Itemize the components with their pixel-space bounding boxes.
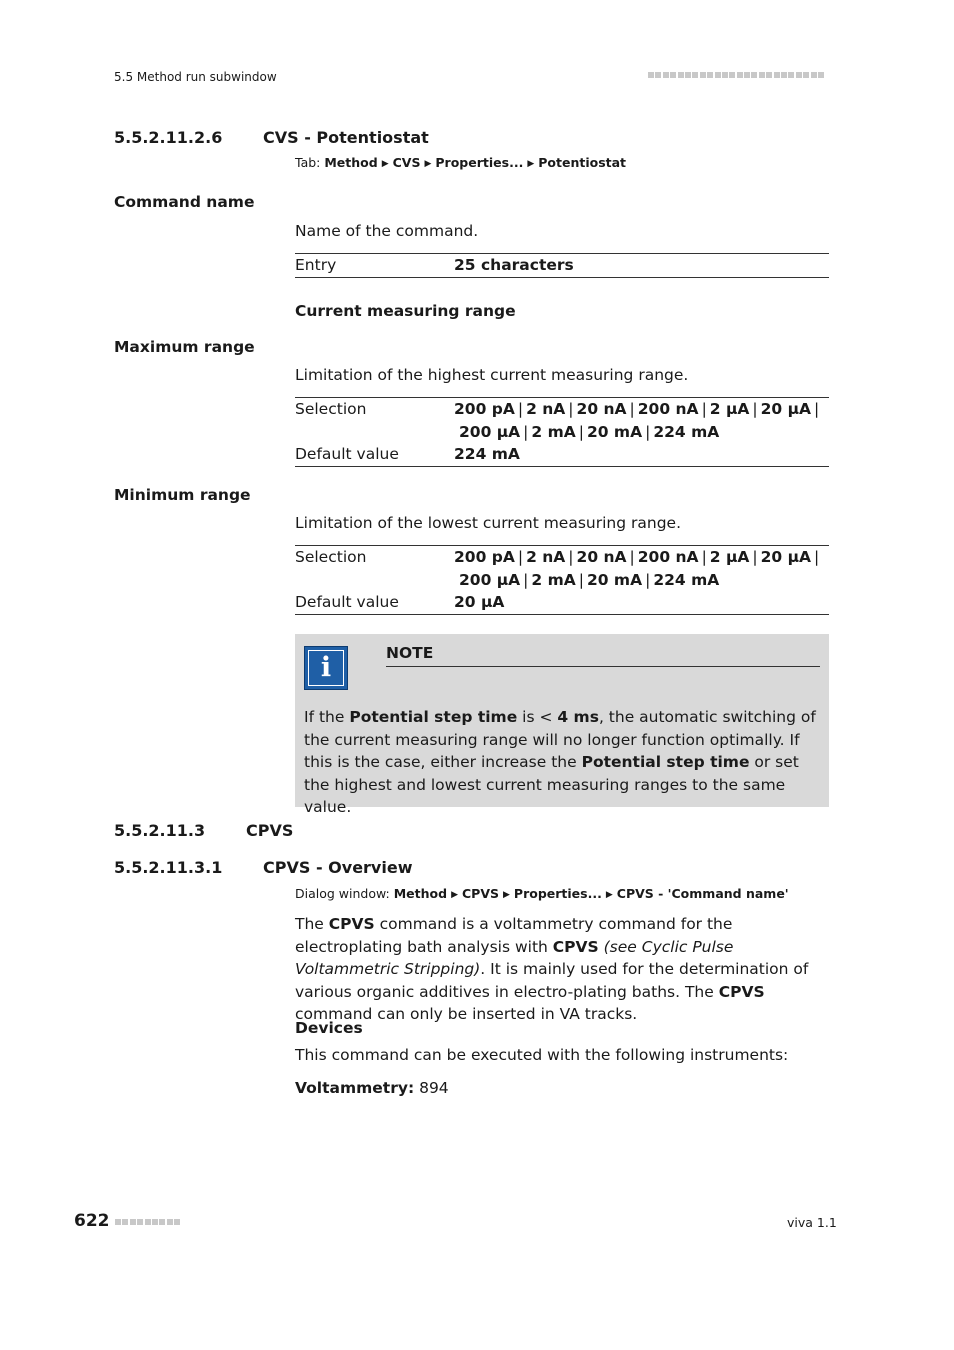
option: 224 mA [653,422,720,441]
note-box [295,634,829,816]
ui-term: Potential step time [349,708,518,726]
option: 200 nA [637,548,699,566]
path-item: Method [393,886,448,901]
option: 200 µA [459,422,521,441]
parameter-table-minimum-range [295,545,829,615]
triangle-right-icon: ▶ [424,159,432,169]
overview-paragraph: The CPVS command is a voltammetry command for the electroplating bath analysis with CPVS (see Cyclic Pulse Voltammetric Stripping). It is mainly used for the determination of various organic additives in electro-plating baths. The CPVS command can only be inserted in VA tracks. [295,915,809,1023]
decorative-square [796,72,802,78]
table-row [295,398,829,443]
tab-path [295,155,626,170]
table-row [295,254,829,277]
option: 200 nA [637,400,699,418]
path-prefix: Tab: [295,155,321,170]
option: 2 nA [526,548,566,566]
path-item: CPVS [461,886,499,901]
option-list-line: 200 µA | 2 mA | 20 mA | 224 mA [459,570,720,589]
path-item: Properties... [435,155,524,170]
section-number: 5.5.2.11.2.6 [114,128,223,147]
option: 20 mA [586,422,643,441]
decorative-square [811,72,817,78]
section-heading-cvs-potentiostat [114,128,429,147]
option-list-line: 200 µA | 2 mA | 20 mA | 224 mA [459,422,720,441]
option: 2 mA [531,422,576,441]
decorative-square [145,1219,151,1225]
decorative-square [152,1219,158,1225]
parameter-label-command-name: Command name [114,193,255,211]
option: 224 mA [653,570,720,589]
decorative-square [692,72,698,78]
table-row [295,591,829,614]
decorative-square [774,72,780,78]
ui-term: CPVS [718,982,765,1001]
decorative-square [722,72,728,78]
path-item: Potentiostat [538,155,627,170]
option: 2 nA [526,400,566,418]
triangle-right-icon: ▶ [451,890,458,900]
section-title: CPVS - Overview [263,858,413,877]
option: 2 µA [709,400,750,418]
option-list-line: 200 pA | 2 nA | 20 nA | 200 nA | 2 µA | 20 µA | [454,400,820,418]
decorative-square [685,72,691,78]
path-item: CPVS - 'Command name' [616,886,789,901]
parameter-table-command-name [295,253,829,278]
dialog-path [295,886,789,901]
decorative-square [678,72,684,78]
decorative-square [766,72,772,78]
subheading-current-range: Current measuring range [295,302,516,320]
note-text: If the Potential step time is < 4 ms, the automatic switching of the current measuring range will no longer function optimally. If this is the case, either increase the Potential step time or set the highest and lowest current measuring ranges to the same value. [304,708,816,816]
table-key: Selection [295,548,367,566]
parameter-description: Limitation of the highest current measuring range. [295,366,689,384]
triangle-right-icon: ▶ [381,159,389,169]
decorative-square [137,1219,143,1225]
devices-line [295,1077,449,1100]
section-title: CVS - Potentiostat [263,128,429,147]
value-term: 4 ms [557,708,599,726]
decorative-square [715,72,721,78]
section-number: 5.5.2.11.3 [114,821,206,840]
parameter-label-maximum-range: Maximum range [114,338,255,356]
table-value: 20 µA [454,593,505,611]
path-item: Properties... [513,886,602,901]
decorative-square [737,72,743,78]
section-heading-cpvs [114,821,293,840]
decorative-square [174,1219,180,1225]
ui-term: CPVS [552,937,599,956]
option: 200 pA [454,548,515,566]
header-dot-bar [648,72,825,91]
table-value [454,398,829,443]
table-key: Selection [295,400,367,418]
decorative-square [115,1219,121,1225]
decorative-square [700,72,706,78]
parameter-description: Name of the command. [295,222,479,240]
table-row [295,443,829,466]
devices-description: This command can be executed with the following instruments: [295,1046,789,1064]
page-number: 622 [74,1211,110,1231]
parameter-table-maximum-range [295,397,829,467]
table-value [454,546,829,591]
section-number: 5.5.2.11.3.1 [114,858,223,877]
cross-reference-link[interactable]: (see Cyclic Pulse Voltammetric Stripping) [295,937,734,978]
devices-value: 894 [414,1079,449,1097]
decorative-square [751,72,757,78]
running-header: 5.5 Method run subwindow [114,70,277,84]
table-value: 25 characters [454,256,574,274]
triangle-right-icon: ▶ [605,890,613,900]
ui-term: Potential step time [581,753,750,771]
ui-term: CPVS [328,915,375,933]
decorative-square [670,72,676,78]
decorative-square [781,72,787,78]
option: 2 µA [709,548,750,566]
triangle-right-icon: ▶ [503,890,510,900]
option: 20 µA [760,548,811,566]
product-version: viva 1.1 [787,1215,837,1230]
decorative-square [655,72,661,78]
parameter-label-minimum-range: Minimum range [114,486,251,504]
section-title: CPVS [246,821,294,840]
decorative-square [122,1219,128,1225]
decorative-square [707,72,713,78]
option-list-line: 200 pA | 2 nA | 20 nA | 200 nA | 2 µA | 20 µA | [454,548,820,566]
decorative-square [130,1219,136,1225]
table-value: 224 mA [454,445,520,463]
footer-dot-bar [115,1219,182,1238]
option: 200 µA [459,570,521,589]
decorative-square [759,72,765,78]
path-prefix: Dialog window: [295,886,390,901]
table-row [295,546,829,591]
parameter-description: Limitation of the lowest current measuring range. [295,514,681,532]
decorative-square [663,72,669,78]
path-item: Method [324,155,378,170]
option: 20 nA [576,400,627,418]
info-icon: i [304,646,348,690]
devices-label: Voltammetry: [295,1079,415,1097]
table-key: Entry [295,256,337,274]
option: 20 µA [760,400,811,418]
decorative-square [744,72,750,78]
option: 20 mA [586,570,643,589]
decorative-square [803,72,809,78]
triangle-right-icon: ▶ [527,159,535,169]
option: 200 pA [454,400,515,418]
table-key: Default value [295,593,399,611]
section-heading-cpvs-overview [114,858,412,877]
decorative-square [167,1219,173,1225]
devices-heading: Devices [295,1019,363,1037]
option: 2 mA [531,570,576,589]
decorative-square [729,72,735,78]
decorative-square [648,72,654,78]
decorative-square [159,1219,165,1225]
option: 20 nA [576,548,627,566]
decorative-square [818,72,824,78]
decorative-square [788,72,794,78]
note-title: NOTE [386,644,820,667]
path-item: CVS [392,155,421,170]
table-key: Default value [295,445,399,463]
